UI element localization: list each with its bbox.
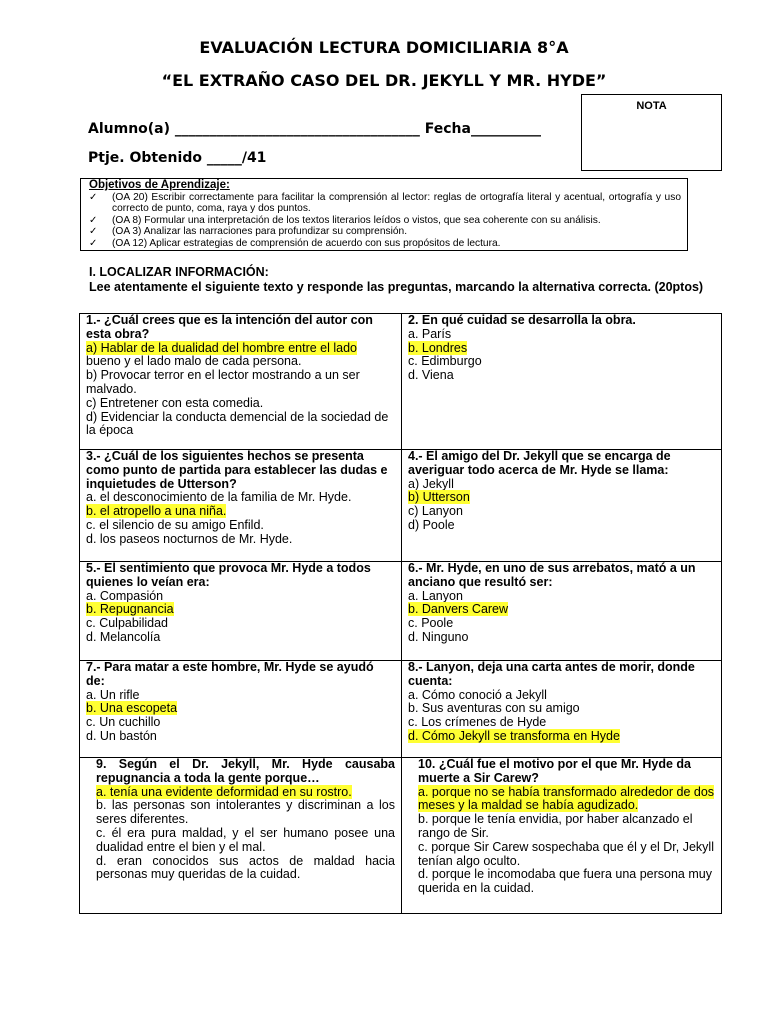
question-cell-7 [80,661,402,758]
checkmark-icon: ✓ [89,214,98,226]
option-text: c) Entretener con esta comedia. [86,395,264,410]
question-text: 8.- Lanyon, deja una carta antes de morir, donde cuenta: [408,660,695,688]
option-text: a) Hablar de la dualidad del hombre entre el lado [86,340,358,355]
option[interactable] [408,716,715,730]
objective-item [89,215,681,226]
objective-text: (OA 12) Aplicar estrategias de comprensión de acuerdo con sus propósitos de lectura. [112,237,501,249]
objective-item [89,192,681,215]
option[interactable] [86,716,395,730]
option-text: d. Viena [408,368,454,383]
option-text: c) Lanyon [408,504,463,519]
question-cell-4 [402,450,722,562]
option-text: d. Cómo Jekyll se transforma en Hyde [408,728,620,743]
option[interactable] [86,590,395,604]
option-text: d) Evidenciar la conducta demencial de la sociedad de la época [86,409,389,438]
question-cell-8 [402,661,722,758]
option-text: c. Edimburgo [408,354,482,369]
option[interactable] [86,689,395,703]
option-text: c. él era pura maldad, y el ser humano posee una dualidad entre el bien y el mal. [96,825,395,854]
question-cell-6 [402,562,722,661]
option-text: d. eran conocidos sus actos de maldad hacia personas muy queridas de la cuidad. [96,853,395,882]
option[interactable] [408,355,715,369]
option-text: b. Londres [408,340,468,355]
option[interactable] [408,689,715,703]
alumno-fecha-line: Alumno(a) ___________________________________ Fecha__________ [88,121,541,137]
option[interactable] [408,342,715,356]
option-text: c. Poole [408,616,454,631]
option[interactable] [408,603,715,617]
option-text: c. Un cuchillo [86,715,161,730]
option[interactable] [408,369,715,383]
option-text: d. porque le incomodaba que fuera una persona muy querida en la cuidad. [418,867,712,896]
table-row [80,450,722,562]
question-cell-2 [402,314,722,450]
option-text: a. porque no se había transformado alrededor de dos meses y la maldad se había agudizado. [418,784,715,813]
objective-item [89,238,681,249]
checkmark-icon: ✓ [89,226,98,238]
option[interactable] [86,505,395,519]
option-text: c. Culpabilidad [86,616,168,631]
option[interactable] [86,799,395,827]
option[interactable] [86,491,395,505]
option[interactable] [408,617,715,631]
option-text: d. los paseos nocturnos de Mr. Hyde. [86,531,293,546]
puntaje-line: Ptje. Obtenido _____/41 [88,150,267,166]
option[interactable] [408,631,715,645]
option[interactable] [408,841,715,869]
option[interactable] [408,519,715,533]
option-text: a. Cómo conoció a Jekyll [408,687,547,702]
option-text: b. porque le tenía envidia, por haber alcanzado el rango de Sir. [418,812,693,840]
option-text: d. Ninguno [408,629,469,644]
question-text: 7.- Para matar a este hombre, Mr. Hyde se ayudó de: [86,660,374,688]
option[interactable] [408,868,715,896]
table-row [80,758,722,914]
option-text: c. el silencio de su amigo Enfild. [86,517,264,532]
option[interactable] [86,369,395,397]
option-text: a. Un rifle [86,687,140,702]
option-text: d. Melancolía [86,629,161,644]
option-text: a) Jekyll [408,476,454,491]
document-subtitle: “EL EXTRAÑO CASO DEL DR. JEKYLL Y MR. HYDE” [161,71,607,90]
option-text: b. las personas son intolerantes y discriminan a los seres diferentes. [96,798,395,827]
table-row [80,661,722,758]
option[interactable] [86,631,395,645]
option[interactable] [86,855,395,883]
option-text: a. Lanyon [408,588,463,603]
option-text: b. Danvers Carew [408,602,509,617]
option-text: a. Compasión [86,588,164,603]
checkmark-icon: ✓ [89,192,98,203]
option[interactable] [86,786,395,800]
question-text: 2. En qué cuidad se desarrolla la obra. [408,313,636,327]
option[interactable] [86,603,395,617]
objective-text: (OA 8) Formular una interpretación de los textos literarios leídos o vistos, que sea coherente con su análisis. [112,214,601,226]
option[interactable] [408,491,715,505]
question-text: 9. Según el Dr. Jekyll, Mr. Hyde causaba repugnancia a toda la gente porque… [96,757,395,785]
objective-text: (OA 20) Escribir correctamente para facilitar la comprensión al lector: reglas de ortografía literal y acentual, ortografía y uso correcto de punto, coma, raya y dos puntos. [112,192,681,215]
option-text: b. Repugnancia [86,602,174,617]
question-text: 3.- ¿Cuál de los siguientes hechos se presenta como punto de partida para establecer las dudas e inquietudes de Utterson? [86,449,388,491]
option-text: d. Un bastón [86,728,157,743]
option-text: b. el atropello a una niña. [86,504,227,519]
questions-table [79,313,722,914]
option-text: d) Poole [408,517,455,532]
option[interactable] [86,519,395,533]
option[interactable] [86,533,395,547]
option-text: a. el desconocimiento de la familia de Mr. Hyde. [86,490,352,505]
objectives-heading: Objetivos de Aprendizaje: [89,179,230,191]
option-text: a. París [408,326,452,341]
option-text: c. porque Sir Carew sospechaba que él y el Dr, Jekyll tenían algo oculto. [418,839,714,868]
objectives-box [80,178,688,251]
nota-label: NOTA [636,100,667,112]
section-header [89,265,729,294]
option[interactable] [86,827,395,855]
question-cell-5 [80,562,402,661]
option[interactable] [86,411,395,439]
option[interactable] [408,786,715,814]
nota-box [581,94,722,171]
option[interactable] [86,342,395,356]
section-heading: I. LOCALIZAR INFORMACIÓN: [89,265,269,279]
option[interactable] [86,730,395,744]
option[interactable] [86,355,395,369]
document-title: EVALUACIÓN LECTURA DOMICILIARIA 8°A [199,38,569,57]
question-text: 10. ¿Cuál fue el motivo por el que Mr. Hyde da muerte a Sir Carew? [418,757,691,785]
question-text: 5.- El sentimiento que provoca Mr. Hyde a todos quienes lo veían era: [86,561,371,589]
option-text: b) Provocar terror en el lector mostrando a un ser malvado. [86,368,360,396]
option-text: b) Utterson [408,490,470,505]
option-text: bueno y el lado malo de cada persona. [86,354,302,369]
option[interactable] [408,505,715,519]
question-text: 1.- ¿Cuál crees que es la intención del autor con esta obra? [86,313,373,341]
objective-text: (OA 3) Analizar las narraciones para profundizar su comprensión. [112,226,408,238]
option-text: b. Una escopeta [86,701,178,716]
question-cell-1 [80,314,402,450]
option[interactable] [86,617,395,631]
question-cell-3 [80,450,402,562]
question-text: 6.- Mr. Hyde, en uno de sus arrebatos, mató a un anciano que resultó ser: [408,561,696,589]
option[interactable] [408,590,715,604]
option-text: b. Sus aventuras con su amigo [408,701,580,716]
option-text: c. Los crímenes de Hyde [408,715,547,730]
objective-item [89,226,681,237]
question-cell-10 [402,758,722,914]
option[interactable] [408,813,715,841]
option[interactable] [408,730,715,744]
option[interactable] [408,328,715,342]
option[interactable] [86,702,395,716]
option[interactable] [408,702,715,716]
table-row [80,562,722,661]
question-text: 4.- El amigo del Dr. Jekyll que se encarga de averiguar todo acerca de Mr. Hyde se llama: [408,449,671,477]
checkmark-icon: ✓ [89,237,98,249]
question-cell-9 [80,758,402,914]
section-instructions: Lee atentamente el siguiente texto y responde las preguntas, marcando la alternativa correcta. (20ptos) [89,279,704,294]
option[interactable] [408,478,715,492]
option[interactable] [86,397,395,411]
table-row [80,314,722,450]
option-text: a. tenía una evidente deformidad en su rostro. [96,784,352,799]
